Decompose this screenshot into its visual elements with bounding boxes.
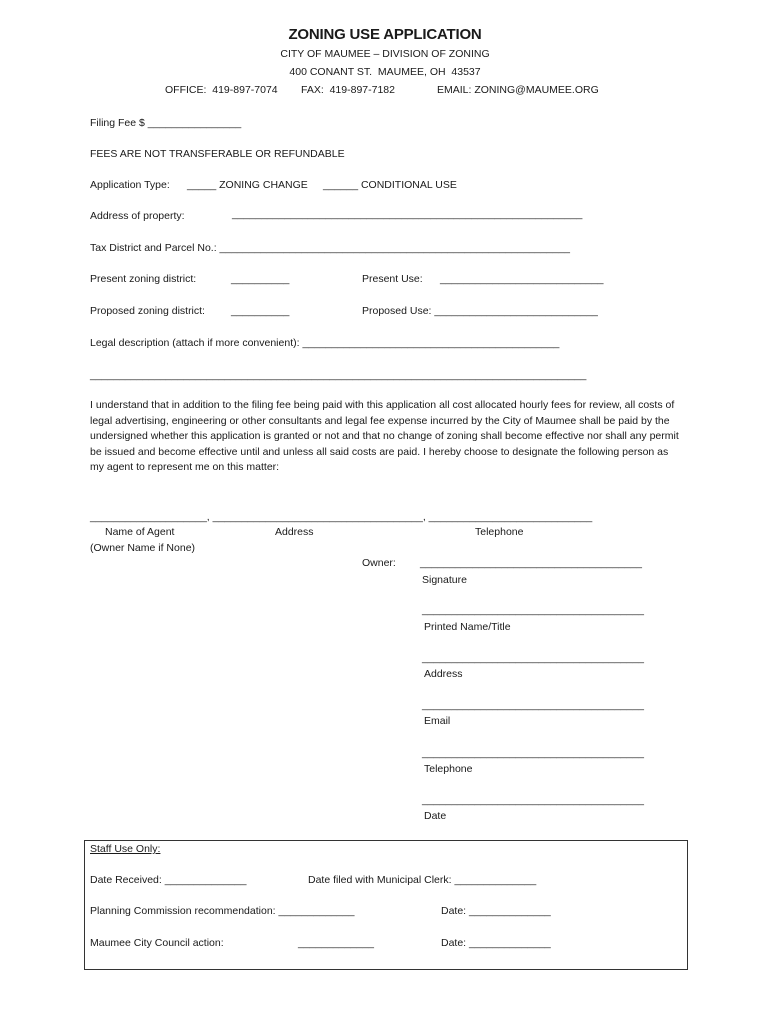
- email-address: EMAIL: ZONING@MAUMEE.ORG: [437, 84, 599, 96]
- zoning-change-option[interactable]: _____ ZONING CHANGE: [187, 179, 308, 191]
- office-address: 400 CONANT ST. MAUMEE, OH 43537: [289, 66, 481, 78]
- council-action-field[interactable]: _____________: [298, 937, 374, 949]
- owner-telephone-label: Telephone: [424, 763, 473, 775]
- printed-name-label: Printed Name/Title: [424, 621, 511, 633]
- department-name: CITY OF MAUMEE – DIVISION OF ZONING: [280, 48, 490, 60]
- tax-parcel-field[interactable]: Tax District and Parcel No.: ____________________________________________________________: [90, 242, 570, 254]
- proposed-district-label: Proposed zoning district:: [90, 305, 205, 317]
- owner-address-field[interactable]: ______________________________________: [422, 652, 644, 664]
- owner-email-label: Email: [424, 715, 451, 727]
- date-received-field[interactable]: Date Received: ______________: [90, 874, 247, 886]
- legal-description-field[interactable]: Legal description (attach if more convenient): ____________________________________________: [90, 337, 560, 349]
- staff-use-heading: Staff Use Only:: [90, 843, 161, 855]
- agent-telephone-label: Telephone: [475, 526, 524, 538]
- planning-date-field[interactable]: Date: ______________: [441, 905, 551, 917]
- office-phone: OFFICE: 419-897-7074: [165, 84, 278, 96]
- owner-address-label: Address: [424, 668, 463, 680]
- owner-label: Owner:: [362, 557, 396, 569]
- page-title: ZONING USE APPLICATION: [288, 26, 482, 43]
- application-type-label: Application Type:: [90, 179, 170, 191]
- property-address-field[interactable]: ____________________________________________________________: [232, 208, 583, 220]
- owner-signature-field[interactable]: ______________________________________: [420, 557, 642, 569]
- agent-signature-lines[interactable]: ____________________, ____________________________________, ____________________________: [90, 511, 593, 523]
- planning-commission-field[interactable]: Planning Commission recommendation: _____________: [90, 905, 355, 917]
- property-address-label: Address of property:: [90, 210, 185, 222]
- council-date-field[interactable]: Date: ______________: [441, 937, 551, 949]
- owner-email-field[interactable]: ______________________________________: [422, 699, 644, 711]
- agreement-paragraph: I understand that in addition to the filing fee being paid with this application all cost allocated hourly fees for review, all costs of legal advertising, engineering or other consultants and legal fee expense incurred by the City of Maumee shall be paid by the undersigned whether this application is granted or not and that no change of zoning shall become effective nor shall any permit be issued and become effective until and unless all said costs are paid. I hereby choose to designate the following person as my agent to represent me on this matter:: [90, 399, 679, 474]
- proposed-use-field[interactable]: Proposed Use: ____________________________: [362, 305, 598, 317]
- printed-name-field[interactable]: ______________________________________: [422, 604, 644, 616]
- fees-notice: FEES ARE NOT TRANSFERABLE OR REFUNDABLE: [90, 148, 345, 160]
- conditional-use-option[interactable]: ______ CONDITIONAL USE: [323, 179, 457, 191]
- agent-address-label: Address: [275, 526, 314, 538]
- fax-number: FAX: 419-897-7182: [301, 84, 395, 96]
- filing-fee-field[interactable]: Filing Fee $ ________________: [90, 117, 242, 129]
- present-district-label: Present zoning district:: [90, 273, 197, 285]
- present-use-field[interactable]: ____________________________: [440, 273, 604, 285]
- present-use-label: Present Use:: [362, 273, 423, 285]
- proposed-district-field[interactable]: __________: [231, 305, 290, 317]
- owner-name-if-none-label: (Owner Name if None): [90, 542, 196, 554]
- legal-description-line-2[interactable]: _____________________________________________________________________________________: [90, 369, 587, 381]
- council-action-label: Maumee City Council action:: [90, 937, 224, 949]
- signature-label: Signature: [422, 574, 467, 586]
- present-district-field[interactable]: __________: [231, 273, 290, 285]
- owner-telephone-field[interactable]: ______________________________________: [422, 747, 644, 759]
- owner-date-label: Date: [424, 810, 447, 822]
- date-filed-clerk-field[interactable]: Date filed with Municipal Clerk: ______________: [308, 874, 537, 886]
- agent-name-label: Name of Agent: [105, 526, 175, 538]
- owner-date-field[interactable]: ______________________________________: [422, 794, 644, 806]
